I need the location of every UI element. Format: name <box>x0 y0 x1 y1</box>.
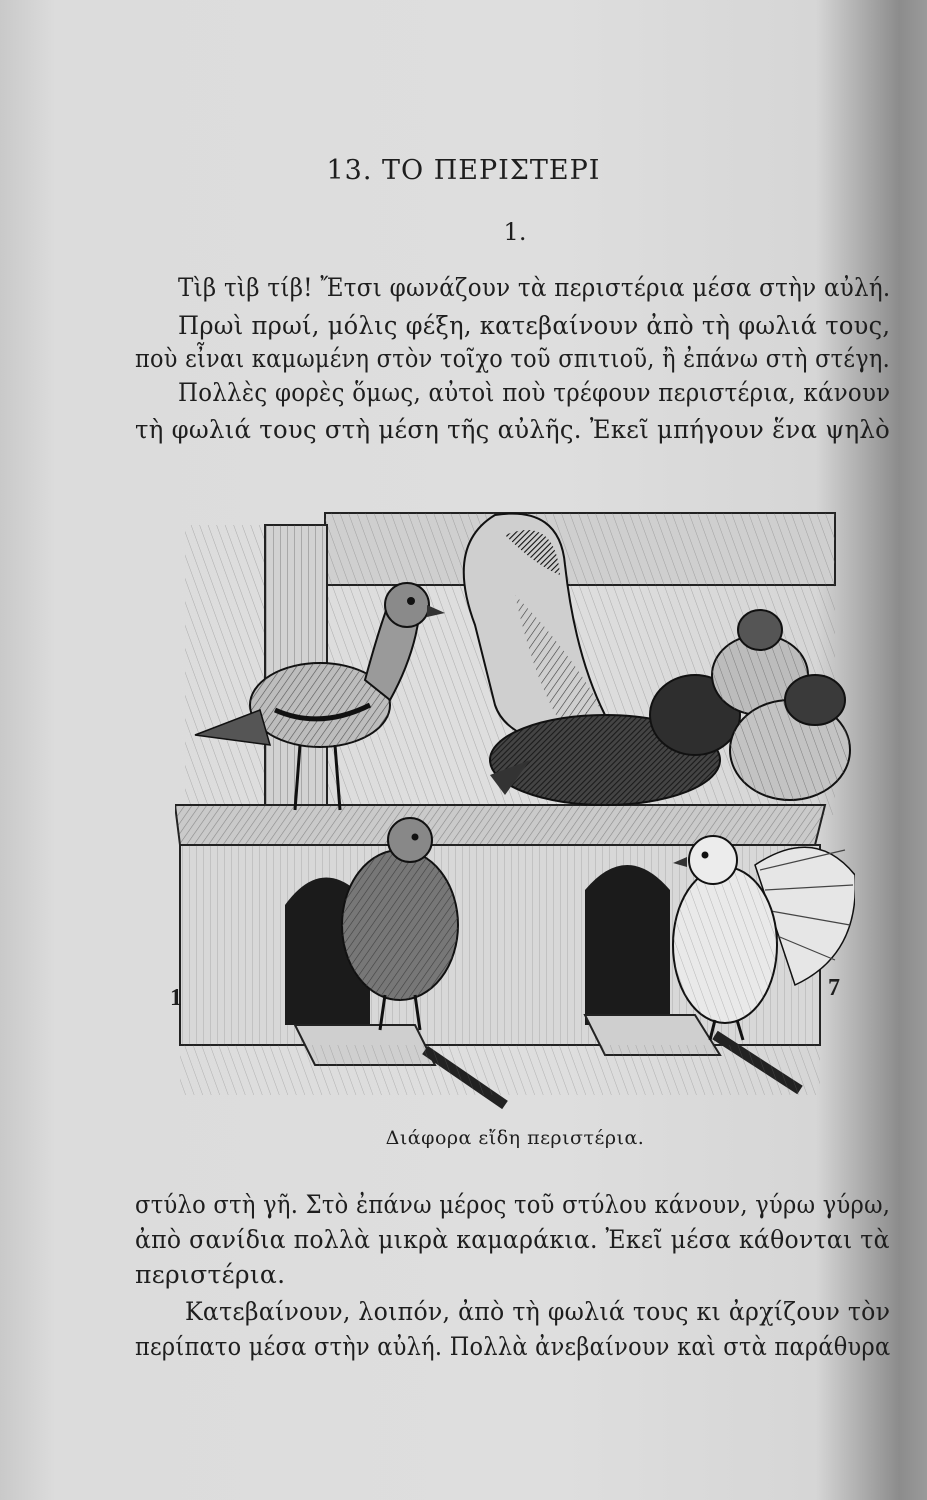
figure-label-left: 1 <box>170 985 182 1011</box>
text-line: τὴ φωλιά τους στὴ μέση τῆς αὐλῆς. Ἐκεῖ μπήγουν ἕνα ψηλὸ <box>135 415 891 444</box>
section-number: 1. <box>503 218 527 246</box>
text-line: ποὺ εἶναι καμωμένη στὸν τοῖχο τοῦ σπιτιοῦ, ἢ ἐπάνω στὴ στέγη. <box>135 344 891 373</box>
text-line: Πρωὶ πρωί, μόλις φέξη, κατεβαίνουν ἀπὸ τὴ φωλιά τους, <box>178 311 891 340</box>
pigeons-illustration <box>175 505 855 1115</box>
text-line: ἀπὸ σανίδια πολλὰ μικρὰ καμαράκια. Ἐκεῖ μέσα κάθονται τὰ <box>135 1225 890 1254</box>
figure-caption: Διάφορα εἴδη περιστέρια. <box>385 1127 645 1149</box>
text-line: Πολλὲς φορὲς ὅμως, αὐτοὶ ποὺ τρέφουν περιστέρια, κάνουν <box>178 378 891 407</box>
text-line: περίπατο μέσα στὴν αὐλή. Πολλὰ ἀνεβαίνουν καὶ στὰ παράθυρα <box>135 1332 891 1361</box>
text-line: Τὶβ τὶβ τίβ! Ἔτσι φωνάζουν τὰ περιστέρια μέσα στὴν αὐλή. <box>178 273 891 302</box>
text-line: στύλο στὴ γῆ. Στὸ ἐπάνω μέρος τοῦ στύλου κάνουν, γύρω γύρω, <box>135 1190 891 1219</box>
text-line: περιστέρια. <box>135 1260 286 1289</box>
chapter-title: 13. ΤΟ ΠΕΡΙΣΤΕΡΙ <box>326 155 601 186</box>
text-line: Κατεβαίνουν, λοιπόν, ἀπὸ τὴ φωλιά τους κι ἀρχίζουν τὸν <box>185 1297 891 1326</box>
figure-label-right: 7 <box>828 975 840 1001</box>
